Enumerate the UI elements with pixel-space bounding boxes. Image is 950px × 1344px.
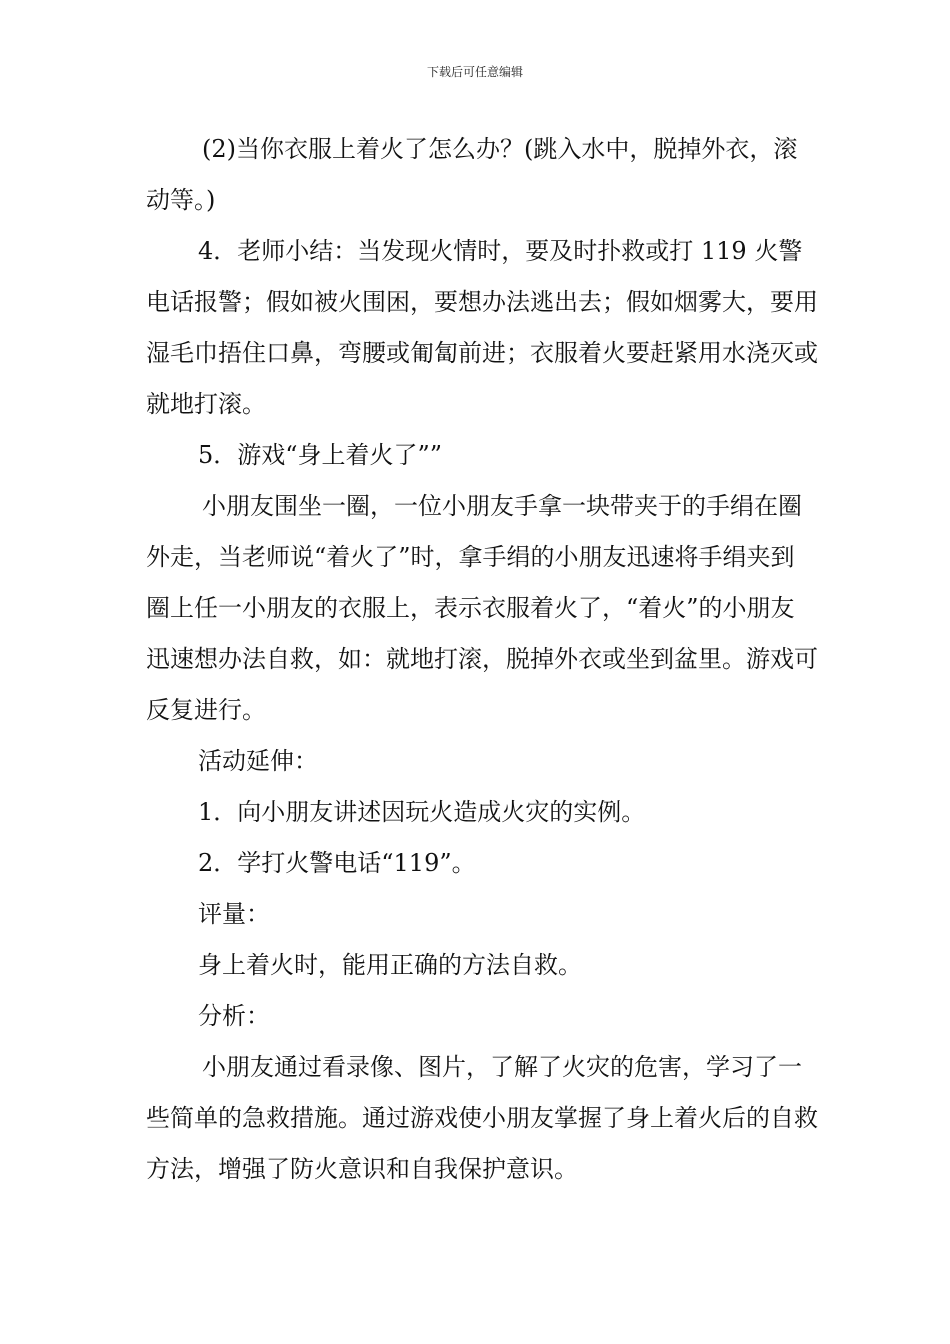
paragraph-teacher-summary: 4．老师小结：当发现火情时，要及时扑救或打 119 火警电话报警；假如被火围困，要想办法逃出去；假如烟雾大，要用湿毛巾捂住口鼻，弯腰或匍匐前进；衣服着火要赶紧用水浇灭或就地打滚。 (146, 237, 818, 418)
heading-evaluation: 评量： (198, 900, 270, 928)
paragraph-analysis: 小朋友通过看录像、图片，了解了火灾的危害，学习了一些简单的急救措施。通过游戏使小朋友掌握了身上着火后的自救方法，增强了防火意识和自我保护意识。 (146, 1053, 818, 1183)
paragraph-evaluation: 身上着火时，能用正确的方法自救。 (198, 951, 582, 979)
paragraph-game-description: 小朋友围坐一圈，一位小朋友手拿一块带夹于的手绢在圈外走，当老师说“着火了”时，拿手绢的小朋友迅速将手绢夹到圈上任一小朋友的衣服上，表示衣服着火了，“着火”的小朋友迅速想办法自救，如：就地打滚，脱掉外衣或坐到盆里。游戏可反复进行。 (146, 492, 818, 724)
heading-activity-extension: 活动延伸： (198, 747, 318, 775)
document-body (146, 124, 818, 1195)
page-header: 下载后可任意编辑 (426, 65, 523, 79)
paragraph-question-2: (2)当你衣服上着火了怎么办？(跳入水中，脱掉外衣，滚动等。) (146, 135, 798, 214)
paragraph-extension-2: 2．学打火警电话“119”。 (198, 849, 476, 877)
heading-analysis: 分析： (198, 1002, 270, 1030)
paragraph-game-title: 5．游戏“身上着火了”” (198, 441, 443, 469)
paragraph-extension-1: 1．向小朋友讲述因玩火造成火灾的实例。 (198, 798, 646, 826)
